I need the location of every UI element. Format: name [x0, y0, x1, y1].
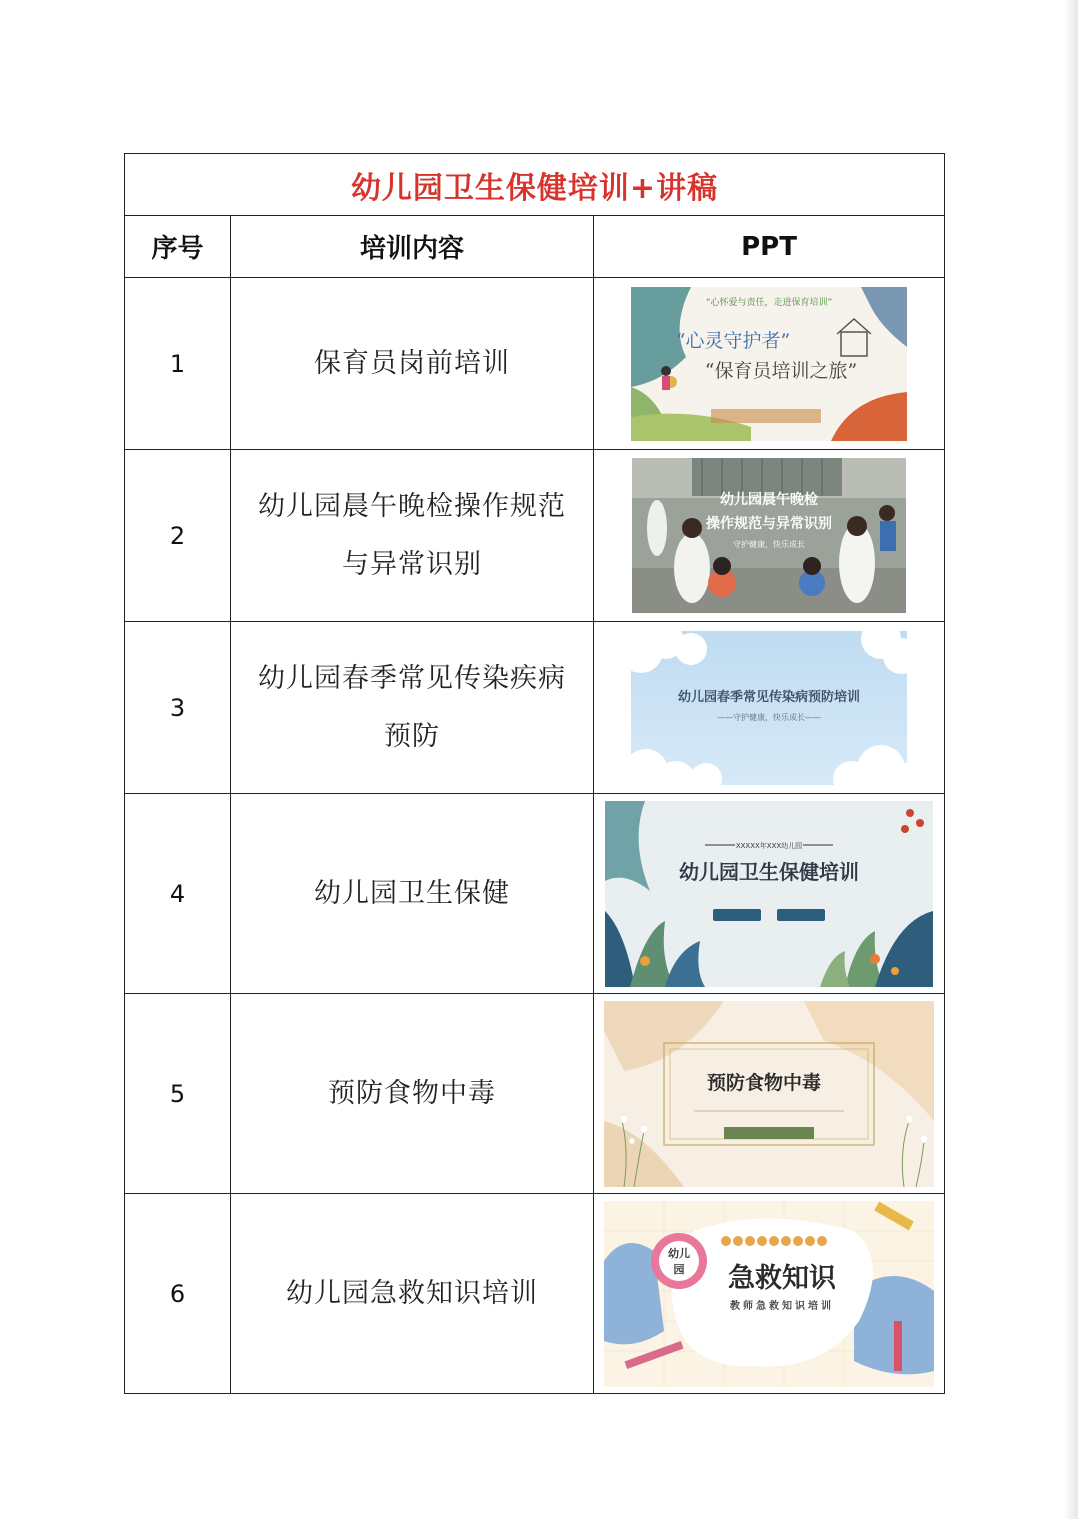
training-content: 预防食物中毒 [231, 994, 594, 1194]
header-row [125, 216, 945, 278]
table-title: 幼儿园卫生保健培训+讲稿 [125, 154, 945, 216]
row-number: 2 [125, 450, 231, 622]
row-number: 6 [125, 1194, 231, 1394]
slide-badge-1: 幼儿 [668, 1246, 691, 1260]
slide-sub: ——守护健康，快乐成长—— [717, 712, 822, 722]
slide-title: 幼儿园卫生保健培训 [679, 859, 860, 884]
header-num: 序号 [125, 216, 231, 278]
ppt-thumbnail[interactable] [632, 458, 906, 613]
slide-title-1: “心灵守护者” [675, 329, 791, 352]
training-content: 保育员岗前培训 [231, 278, 594, 450]
training-content [231, 622, 594, 794]
ppt-thumbnail[interactable] [605, 801, 933, 987]
table-row [125, 278, 945, 450]
training-content: 幼儿园卫生保健 [231, 794, 594, 994]
row-number: 1 [125, 278, 231, 450]
ppt-cell [594, 1194, 945, 1394]
slide-title: 急救知识 [728, 1262, 837, 1294]
table-row [125, 1194, 945, 1394]
table-row [125, 994, 945, 1194]
slide-badge-2: 园 [673, 1262, 685, 1276]
page-edge-shadow [1064, 0, 1078, 1519]
ppt-cell [594, 622, 945, 794]
ppt-cell [594, 794, 945, 994]
ppt-thumbnail[interactable] [604, 1001, 934, 1187]
header-content: 培训内容 [231, 216, 594, 278]
table-row [125, 622, 945, 794]
row-number: 4 [125, 794, 231, 994]
table-row [125, 450, 945, 622]
ppt-thumbnail[interactable] [631, 287, 907, 441]
training-content [231, 450, 594, 622]
slide-title-2: “保育员培训之旅” [704, 359, 858, 382]
ppt-thumbnail[interactable] [631, 631, 907, 785]
ppt-cell [594, 450, 945, 622]
title-row [125, 154, 945, 216]
training-table [124, 153, 945, 1394]
table-row [125, 794, 945, 994]
slide-title-2: 操作规范与异常识别 [706, 516, 833, 532]
ppt-cell [594, 994, 945, 1194]
training-content: 幼儿园急救知识培训 [231, 1194, 594, 1394]
row-number: 5 [125, 994, 231, 1194]
slide-title-1: 幼儿园晨午晚检 [720, 492, 819, 508]
content-line: 预防 [384, 720, 440, 752]
slide-top-text: “心怀爱与责任，走进保育培训” [705, 297, 833, 308]
content-line: 幼儿园晨午晚检操作规范 [258, 490, 566, 522]
content-line: 与异常识别 [342, 548, 482, 580]
row-number: 3 [125, 622, 231, 794]
ppt-thumbnail[interactable] [604, 1201, 934, 1387]
header-ppt: PPT [594, 216, 945, 278]
slide-sub: 教师急救知识培训 [730, 1300, 835, 1312]
slide-top-text: XXXXX年XXX幼儿园 [735, 841, 803, 850]
slide-title: 幼儿园春季常见传染病预防培训 [678, 689, 861, 705]
slide-title: 预防食物中毒 [707, 1071, 822, 1094]
ppt-cell [594, 278, 945, 450]
content-line: 幼儿园春季常见传染疾病 [258, 662, 566, 694]
slide-sub: 守护健康，快乐成长 [733, 540, 806, 549]
